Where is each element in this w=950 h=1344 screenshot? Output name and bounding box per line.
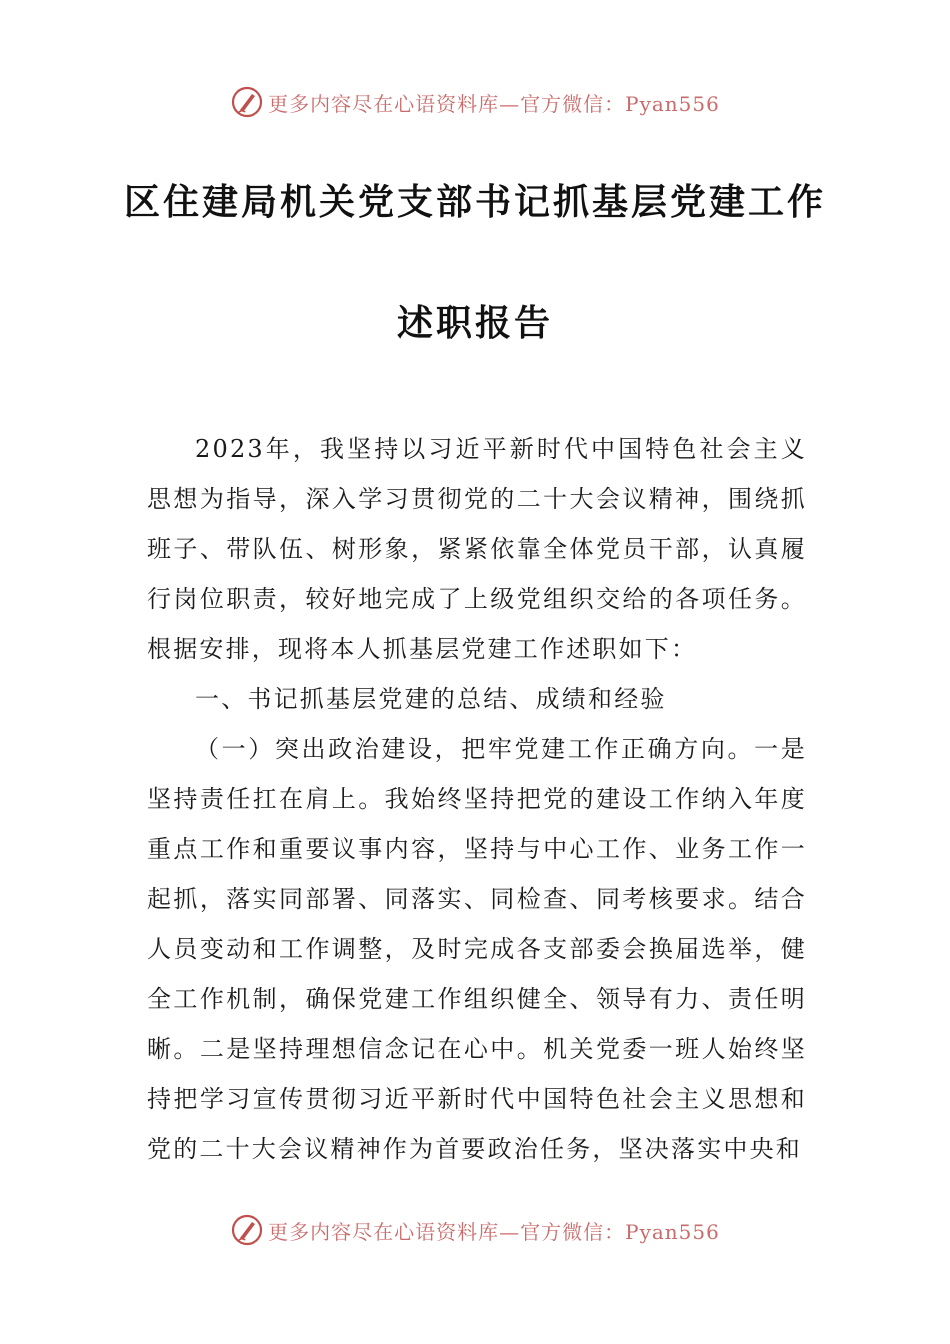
footer-watermark	[0, 1208, 950, 1252]
watermark-text: 更多内容尽在心语资料库—官方微信：Pyan556	[268, 91, 720, 116]
document-title-line-1: 区住建局机关党支部书记抓基层党建工作	[123, 182, 826, 223]
watermark-text: 更多内容尽在心语资料库—官方微信：Pyan556	[268, 1219, 720, 1244]
paragraph-political-building: （一）突出政治建设，把牢党建工作正确方向。一是坚持责任扛在肩上。我始终坚持把党的建设工作纳入年度重点工作和重要议事内容，坚持与中心工作、业务工作一起抓，落实同部署、同落实、同检查、同考核要求。结合人员变动和工作调整，及时完成各支部委会换届选举，健全工作机制，确保党建工作组织健全、领导有力、责任明晰。二是坚持理想信念记在心中。机关党委一班人始终坚持把学习宣传贯彻习近平新时代中国特色社会主义思想和党的二十大会议精神作为首要政治任务，坚决落实中央和	[147, 735, 807, 1163]
pen-circle-logo-icon	[230, 1213, 264, 1247]
section-heading: 一、书记抓基层党建的总结、成绩和经验	[195, 685, 667, 713]
document-title-line-2: 述职报告	[396, 303, 553, 344]
document-body	[147, 424, 807, 1174]
pen-circle-logo-icon	[230, 85, 264, 119]
paragraph-intro: 2023年，我坚持以习近平新时代中国特色社会主义思想为指导，深入学习贯彻党的二十大会议精神，围绕抓班子、带队伍、树形象，紧紧依靠全体党员干部，认真履行岗位职责，较好地完成了上级党组织交给的各项任务。根据安排，现将本人抓基层党建工作述职如下：	[147, 435, 807, 663]
header-watermark	[0, 80, 950, 124]
